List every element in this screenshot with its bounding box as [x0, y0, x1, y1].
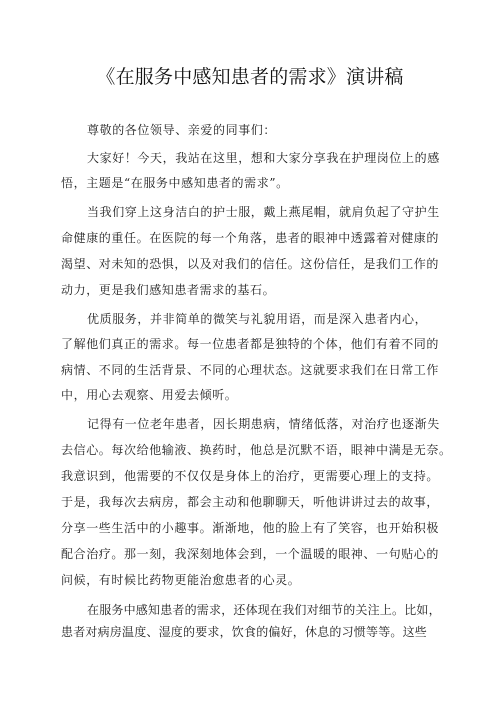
paragraph-line: 在服务中感知患者的需求，还体现在我们对细节的关注上。比如， [87, 603, 441, 617]
salutation-line: 尊敬的各位领导、亲爱的同事们： [87, 123, 277, 137]
paragraph-line: 我意识到，他需要的不仅仅是身体上的治疗，更需要心理上的支持。 [61, 469, 440, 483]
paragraph-line: 当我们穿上这身洁白的护士服，戴上燕尾帽，就肩负起了守护生 [87, 205, 440, 219]
paragraph-line: 了解他们真正的需求。每一位患者都是独特的个体，他们有着不同的 [61, 337, 440, 351]
paragraph-line: 病情、不同的生活背景、不同的心理状态。这就要求我们在日常工作 [61, 363, 440, 377]
document-title: 《在服务中感知患者的需求》演讲稿 [96, 66, 404, 88]
paragraph-line: 去信心。每次给他输液、换药时，他总是沉默不语，眼神中满是无奈。 [61, 443, 452, 457]
paragraph-line: 问候，有时候比药物更能治愈患者的心灵。 [61, 573, 301, 587]
paragraph-line: 配合治疗。那一刻，我深刻地体会到，一个温暖的眼神、一句贴心的 [61, 547, 440, 561]
paragraph-line: 记得有一位老年患者，因长期患病，情绪低落，对治疗也逐渐失 [87, 417, 440, 431]
paragraph-line: 优质服务，并非简单的微笑与礼貌用语，而是深入患者内心， [87, 312, 428, 326]
paragraph-line: 中，用心去观察、用爱去倾听。 [61, 388, 238, 402]
paragraph-line: 于是，我每次去病房，都会主动和他聊聊天，听他讲讲过去的故事， [61, 495, 440, 509]
paragraph-line: 渴望、对未知的恐惧，以及对我们的信任。这份信任，是我们工作的 [61, 257, 440, 271]
paragraph-line: 动力，更是我们感知患者需求的基石。 [61, 283, 276, 297]
paragraph-line: 大家好！今天，我站在这里，想和大家分享我在护理岗位上的感 [87, 151, 440, 165]
paragraph-line: 悟，主题是“在服务中感知患者的需求”。 [61, 176, 289, 190]
paragraph-line: 分享一些生活中的小趣事。渐渐地，他的脸上有了笑容，也开始积极 [61, 521, 440, 535]
paragraph-line: 命健康的重任。在医院的每一个角落，患者的眼神中透露着对健康的 [61, 231, 440, 245]
paragraph-line: 患者对病房温度、湿度的要求，饮食的偏好，休息的习惯等等。这些 [61, 625, 428, 639]
